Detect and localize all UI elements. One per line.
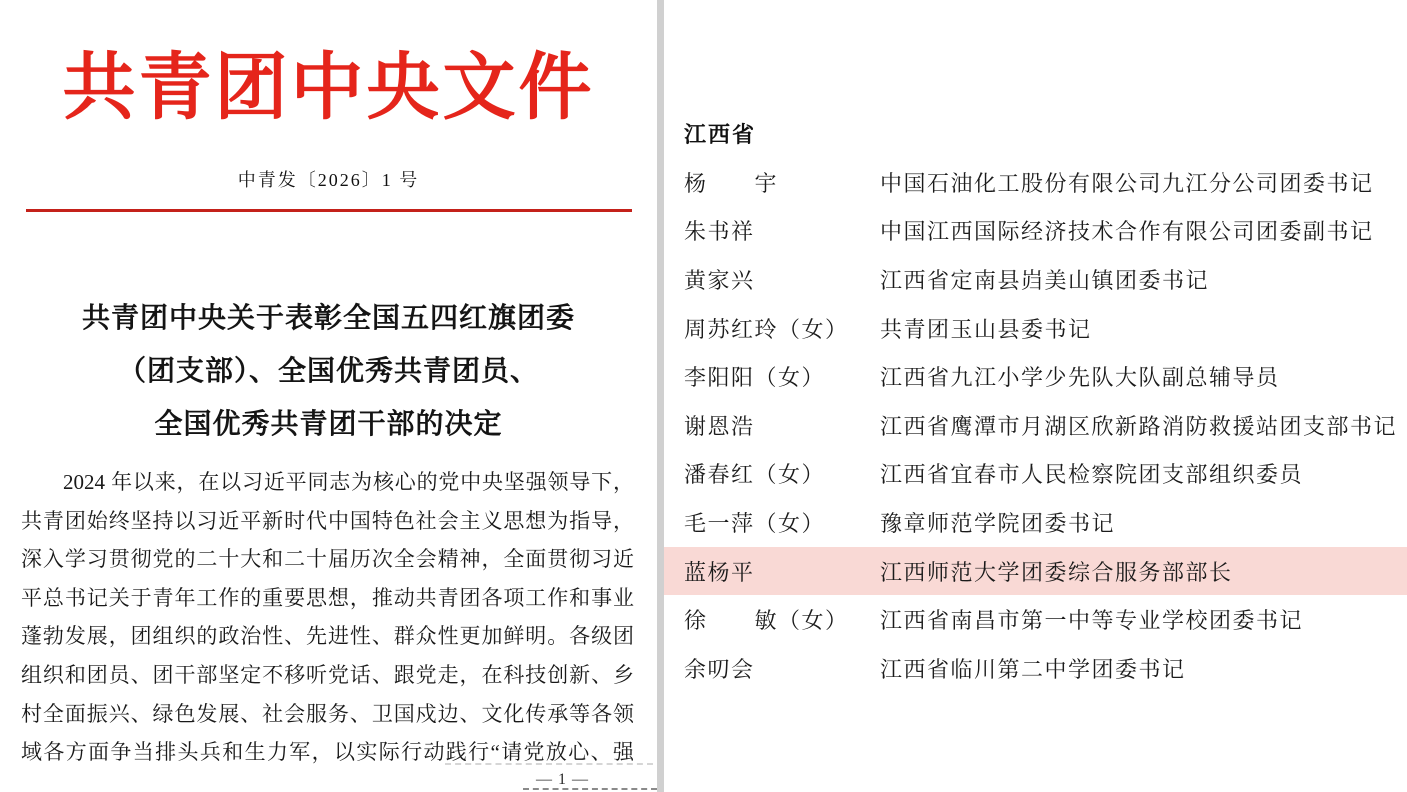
entry-name: 徐 敏（女） [684,608,849,634]
entry-position: 中国石油化工股份有限公司九江分公司团委书记 [880,170,1374,196]
document-body-line: 村全面振兴、绿色发展、社会服务、卫国戍边、文化传承等各领 [21,701,634,726]
list-item-highlighted [664,547,1407,596]
entry-name: 谢恩浩 [684,413,755,439]
list-item [664,352,1407,401]
province-section-header: 江西省 [684,122,757,147]
document-body [21,463,634,772]
entry-position: 江西省鹰潭市月湖区欣新路消防救援站团支部书记 [880,413,1398,439]
entry-position: 豫章师范学院团委书记 [880,510,1116,536]
scan-artifact-dashes [445,763,653,765]
list-item [664,304,1407,353]
document-body-line: 深入学习贯彻党的二十大和二十届历次全会精神，全面贯彻习近 [21,547,634,572]
entry-position: 江西省九江小学少先队大队副总辅导员 [880,365,1280,391]
list-item [664,644,1407,693]
document-title [0,292,657,451]
list-item [664,255,1407,304]
document-body-line: 组织和团员、团干部坚定不移听党话、跟党走，在科技创新、乡 [21,662,634,687]
right-page [664,0,1407,792]
list-item [664,450,1407,499]
entry-name: 黄家兴 [684,267,755,293]
entry-position: 江西师范大学团委综合服务部部长 [880,559,1233,585]
entry-name: 朱书祥 [684,219,755,245]
document-title-line: 全国优秀共青团干部的决定 [154,409,503,440]
red-divider-line [26,209,632,212]
document-title-line: （团支部）、全国优秀共青团员、 [117,356,539,387]
entry-name: 毛一萍（女） [684,510,826,536]
document-letterhead: 共青团中央文件 [62,47,595,128]
entry-position: 江西省临川第二中学团委书记 [880,656,1186,682]
entry-position: 共青团玉山县委书记 [880,316,1092,342]
entry-position: 中国江西国际经济技术合作有限公司团委副书记 [880,219,1374,245]
page-number: — 1 — [536,771,589,788]
left-page [0,0,657,792]
entry-position: 江西省定南县岿美山镇团委书记 [880,267,1210,293]
document-body-line: 蓬勃发展，团组织的政治性、先进性、群众性更加鲜明。各级团 [21,624,634,649]
entry-position: 江西省南昌市第一中等专业学校团委书记 [880,608,1304,634]
document-body-line: 平总书记关于青年工作的重要思想，推动共青团各项工作和事业 [21,585,634,610]
list-item [664,207,1407,256]
page-number-underline [523,788,657,790]
document-body-line: 域各方面争当排头兵和生力军，以实际行动践行“请党放心、强 [21,740,634,765]
list-item [664,595,1407,644]
entry-name: 周苏红玲（女） [684,316,849,342]
entry-name: 蓝杨平 [684,559,755,585]
entry-name: 潘春红（女） [684,462,826,488]
page-divider [657,0,664,792]
list-item [664,498,1407,547]
list-item [664,401,1407,450]
entry-name: 杨 宇 [684,170,779,196]
awardee-list [664,158,1407,693]
list-item [664,158,1407,207]
document-body-line: 共青团始终坚持以习近平新时代中国特色社会主义思想为指导， [21,508,634,533]
document-title-line: 共青团中央关于表彰全国五四红旗团委 [81,303,575,334]
entry-position: 江西省宜春市人民检察院团支部组织委员 [880,462,1304,488]
document-body-line: 2024 年以来，在以习近平同志为核心的党中央坚强领导下， [63,470,634,494]
entry-name: 余叨会 [684,656,755,682]
entry-name: 李阳阳（女） [684,365,826,391]
document-number: 中青发〔2026〕1 号 [237,170,420,190]
